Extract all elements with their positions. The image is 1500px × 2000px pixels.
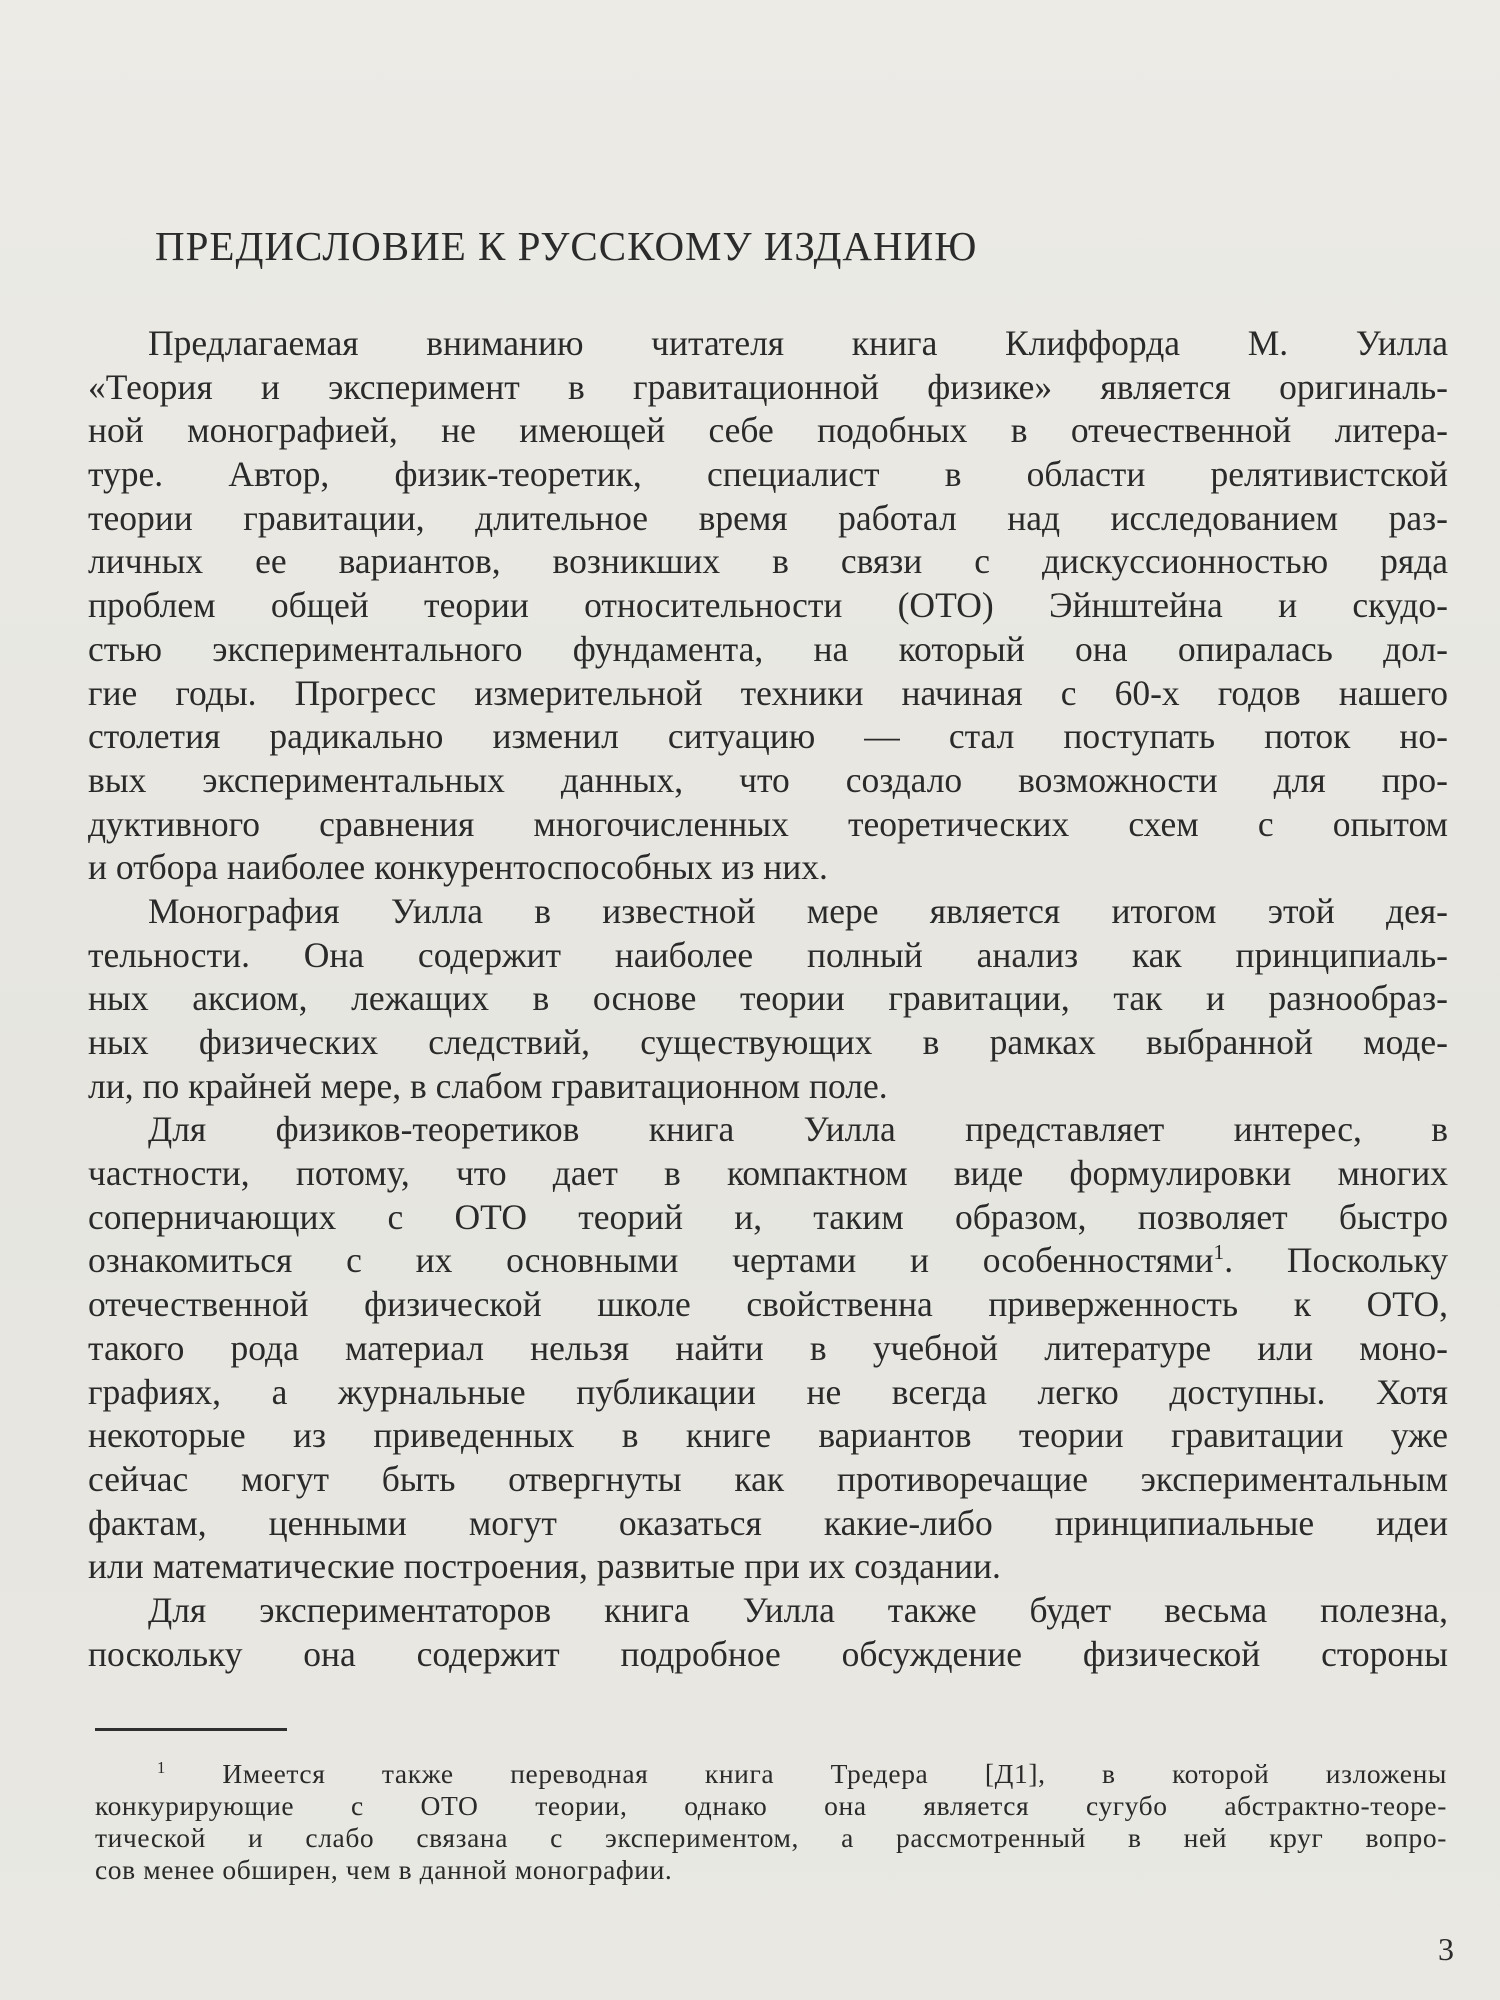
text-line: соперничающих с ОТО теорий и, таким образом, позволяет быстро <box>88 1196 1448 1237</box>
text-line: такого рода материал нельзя найти в учебной литературе или моно- <box>88 1327 1448 1368</box>
text-line: ли, по крайней мере, в слабом гравитационном поле. <box>88 1065 888 1106</box>
text-line: «Теория и эксперимент в гравитационной физике» является оригиналь- <box>88 366 1448 407</box>
footnote-text: Имеется также переводная книга Тредера [Д1], в которой изложены <box>222 1758 1447 1789</box>
text-line: Для физиков-теоретиков книга Уилла представляет интерес, в <box>148 1109 1448 1150</box>
text-line-part: . Поскольку <box>1224 1240 1449 1281</box>
text-line: вых экспериментальных данных, что создало возможности для про- <box>88 759 1448 800</box>
footnote-number: 1 <box>157 1757 166 1777</box>
footnote-divider <box>95 1728 287 1731</box>
text-line: некоторые из приведенных в книге вариантов теории гравитации уже <box>88 1415 1448 1456</box>
footnote-line: конкурирующие с ОТО теории, однако она является сугубо абстрактно-теоре- <box>95 1790 1447 1821</box>
text-line: ной монографией, не имеющей себе подобных в отечественной литера- <box>88 410 1448 451</box>
footnote-line: тической и слабо связана с экспериментом, а рассмотренный в ней круг вопро- <box>95 1822 1447 1853</box>
text-line: сейчас могут быть отвергнуты как противоречащие экспериментальным <box>88 1458 1448 1499</box>
text-line: дуктивного сравнения многочисленных теоретических схем с опытом <box>88 803 1448 844</box>
text-line-part: ознакомиться с их основными чертами и особенностями <box>88 1240 1214 1281</box>
text-line: ных аксиом, лежащих в основе теории гравитации, так и разнообраз- <box>88 978 1448 1019</box>
footnote-reference: 1 <box>1213 1240 1225 1265</box>
text-line: отечественной физической школе свойственна приверженность к ОТО, <box>88 1284 1448 1325</box>
page-number: 3 <box>1438 1931 1454 1967</box>
text-line: Для экспериментаторов книга Уилла также будет весьма полезна, <box>148 1589 1448 1630</box>
text-line: гие годы. Прогресс измерительной техники начиная с 60-х годов нашего <box>88 672 1448 713</box>
text-line: Монография Уилла в известной мере является итогом этой дея- <box>148 890 1448 931</box>
text-line: и отбора наиболее конкурентоспособных из них. <box>88 847 828 888</box>
text-line: стью экспериментального фундамента, на который она опиралась дол- <box>88 628 1448 669</box>
text-line: ных физических следствий, существующих в рамках выбранной моде- <box>88 1022 1448 1062</box>
text-line: или математические построения, развитые при их создании. <box>88 1546 1001 1587</box>
text-line: фактам, ценными могут оказаться какие-либо принципиальные идеи <box>88 1502 1448 1543</box>
text-line: личных ее вариантов, возникших в связи с дискуссионностью ряда <box>88 541 1448 582</box>
text-line: проблем общей теории относительности (ОТО) Эйнштейна и скудо- <box>88 585 1448 626</box>
page-title: ПРЕДИСЛОВИЕ К РУССКОМУ ИЗДАНИЮ <box>155 223 978 269</box>
text-line: туре. Автор, физик-теоретик, специалист в области релятивистской <box>88 454 1448 495</box>
footnote-line <box>95 1758 1447 1790</box>
text-line: теории гравитации, длительное время работал над исследованием раз- <box>88 497 1448 538</box>
text-line-with-footnote <box>88 1239 1448 1283</box>
text-line: столетия радикально изменил ситуацию — стал поступать поток но- <box>88 716 1448 757</box>
text-line: частности, потому, что дает в компактном виде формулировки многих <box>88 1153 1448 1194</box>
footnotes <box>95 1758 1447 1886</box>
footnote-line: сов менее обширен, чем в данной монографии. <box>95 1854 673 1885</box>
text-line: графиях, а журнальные публикации не всегда легко доступны. Хотя <box>88 1371 1448 1412</box>
body-text <box>88 322 1448 1676</box>
text-line: поскольку она содержит подробное обсуждение физической стороны <box>88 1633 1448 1674</box>
text-line: Предлагаемая вниманию читателя книга Клиффорда М. Уилла <box>148 323 1448 363</box>
text-line: тельности. Она содержит наиболее полный анализ как принципиаль- <box>88 934 1448 975</box>
